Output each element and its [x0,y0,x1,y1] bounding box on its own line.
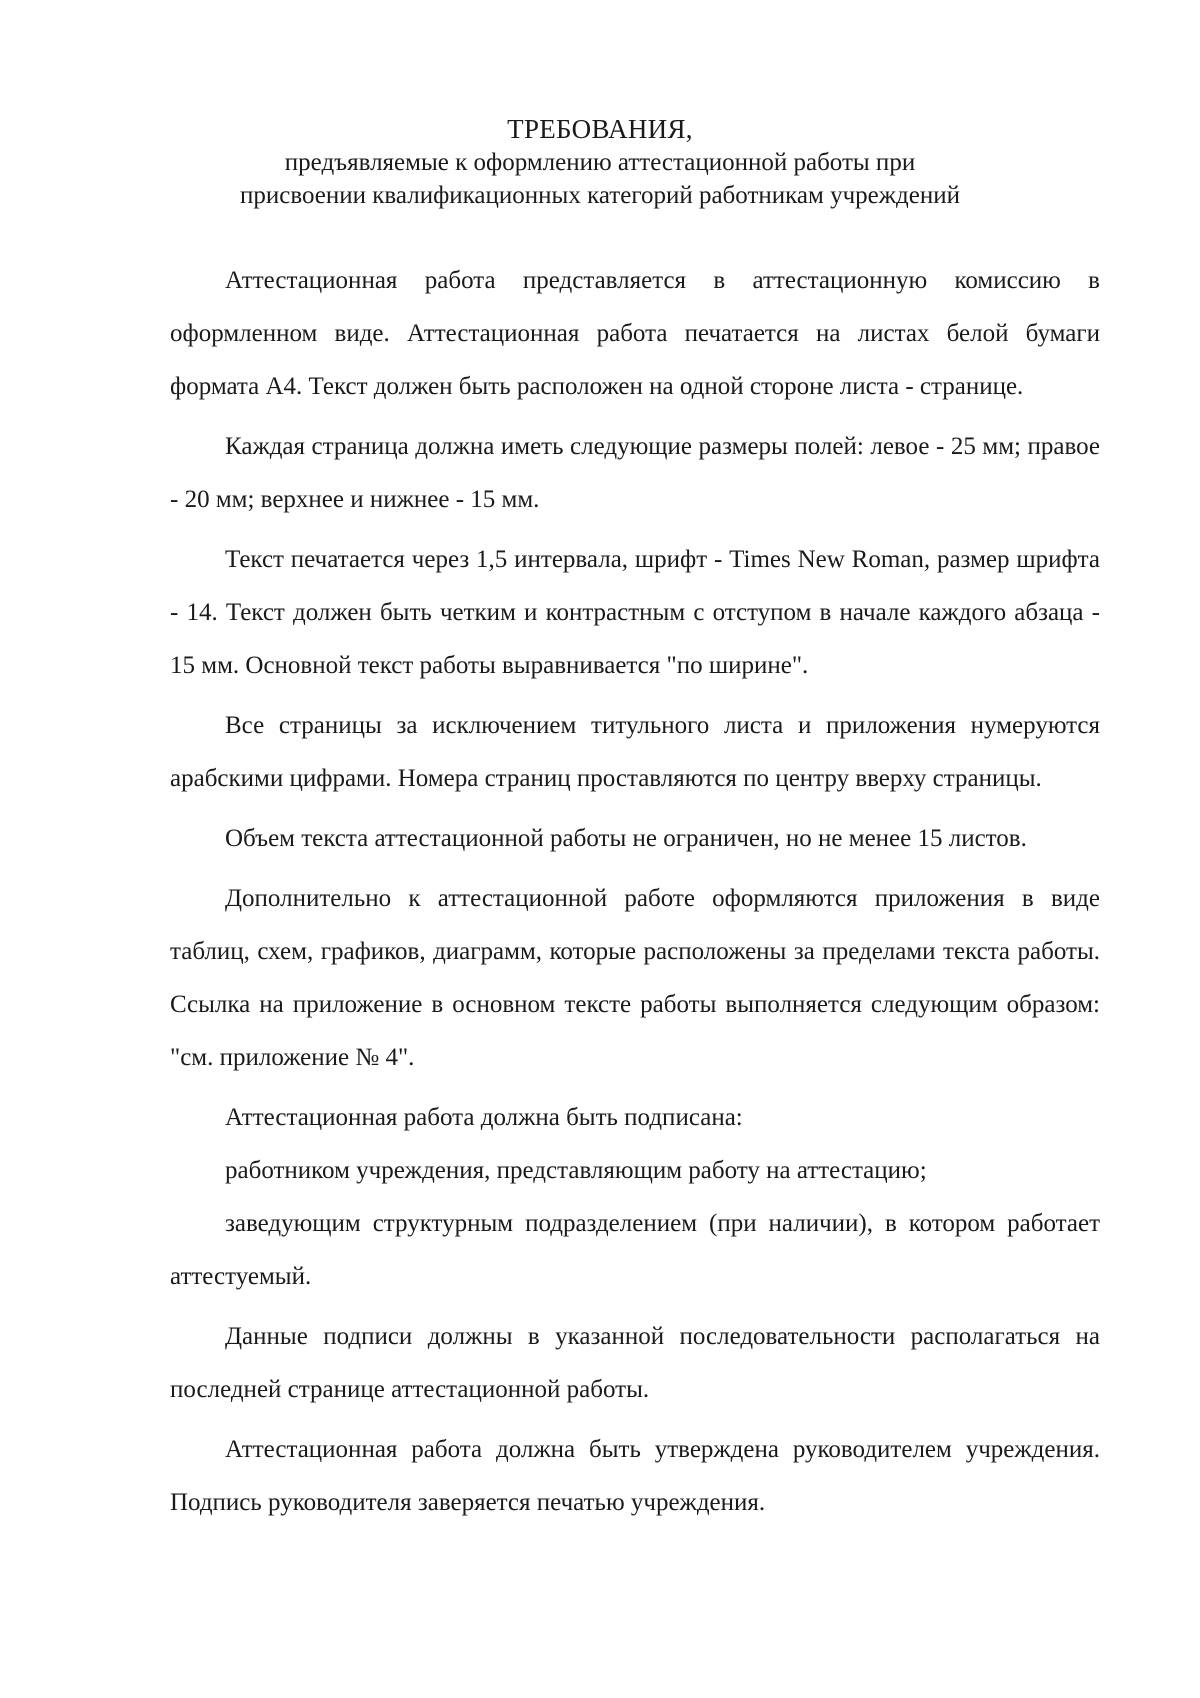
paragraph-signatures-intro: Аттестационная работа должна быть подписана: [225,1104,743,1131]
paragraph-appendices: Дополнительно к аттестационной работе оформляются приложения в виде таблиц, схем, графиков, диаграмм, которые расположены за пределами текста работы. Ссылка на приложение в основном тексте работы выполняется следующим образом: "см. приложение № 4". [170,885,1100,1071]
paragraph-margins: Каждая страница должна иметь следующие размеры полей: левое - 25 мм; правое - 20 мм; верхнее и нижнее - 15 мм. [170,433,1100,513]
document-title: ТРЕБОВАНИЯ, [507,114,693,144]
document-body [170,254,1100,1536]
paragraph-signature-employee: работником учреждения, представляющим работу на аттестацию; [225,1157,927,1184]
document-subtitle-line-2: присвоении квалификационных категорий работникам учреждений [240,182,960,209]
paragraph-page-numbering: Все страницы за исключением титульного листа и приложения нумеруются арабскими цифрами. Номера страниц проставляются по центру вверху страницы. [170,712,1100,792]
paragraph-volume: Объем текста аттестационной работы не ограничен, но не менее 15 листов. [225,825,1027,852]
document-subtitle-line-1: предъявляемые к оформлению аттестационной работы при [284,149,916,176]
paragraph-signature-head-of-unit: заведующим структурным подразделением (при наличии), в котором работает аттестуемый. [170,1210,1100,1290]
paragraph-signature-placement: Данные подписи должны в указанной последовательности располагаться на последней странице аттестационной работы. [170,1323,1100,1403]
paragraph-approval: Аттестационная работа должна быть утверждена руководителем учреждения. Подпись руководителя заверяется печатью учреждения. [170,1436,1100,1516]
document-header [0,112,1200,212]
paragraph-font-spacing: Текст печатается через 1,5 интервала, шрифт - Times New Roman, размер шрифта - 14. Текст должен быть четким и контрастным с отступом в начале каждого абзаца - 15 мм. Основной текст работы выравнивается "по ширине". [170,546,1100,679]
paragraph-format-submission: Аттестационная работа представляется в аттестационную комиссию в оформленном виде. Аттестационная работа печатается на листах белой бумаги формата А4. Текст должен быть расположен на одной стороне листа - странице. [170,267,1100,400]
